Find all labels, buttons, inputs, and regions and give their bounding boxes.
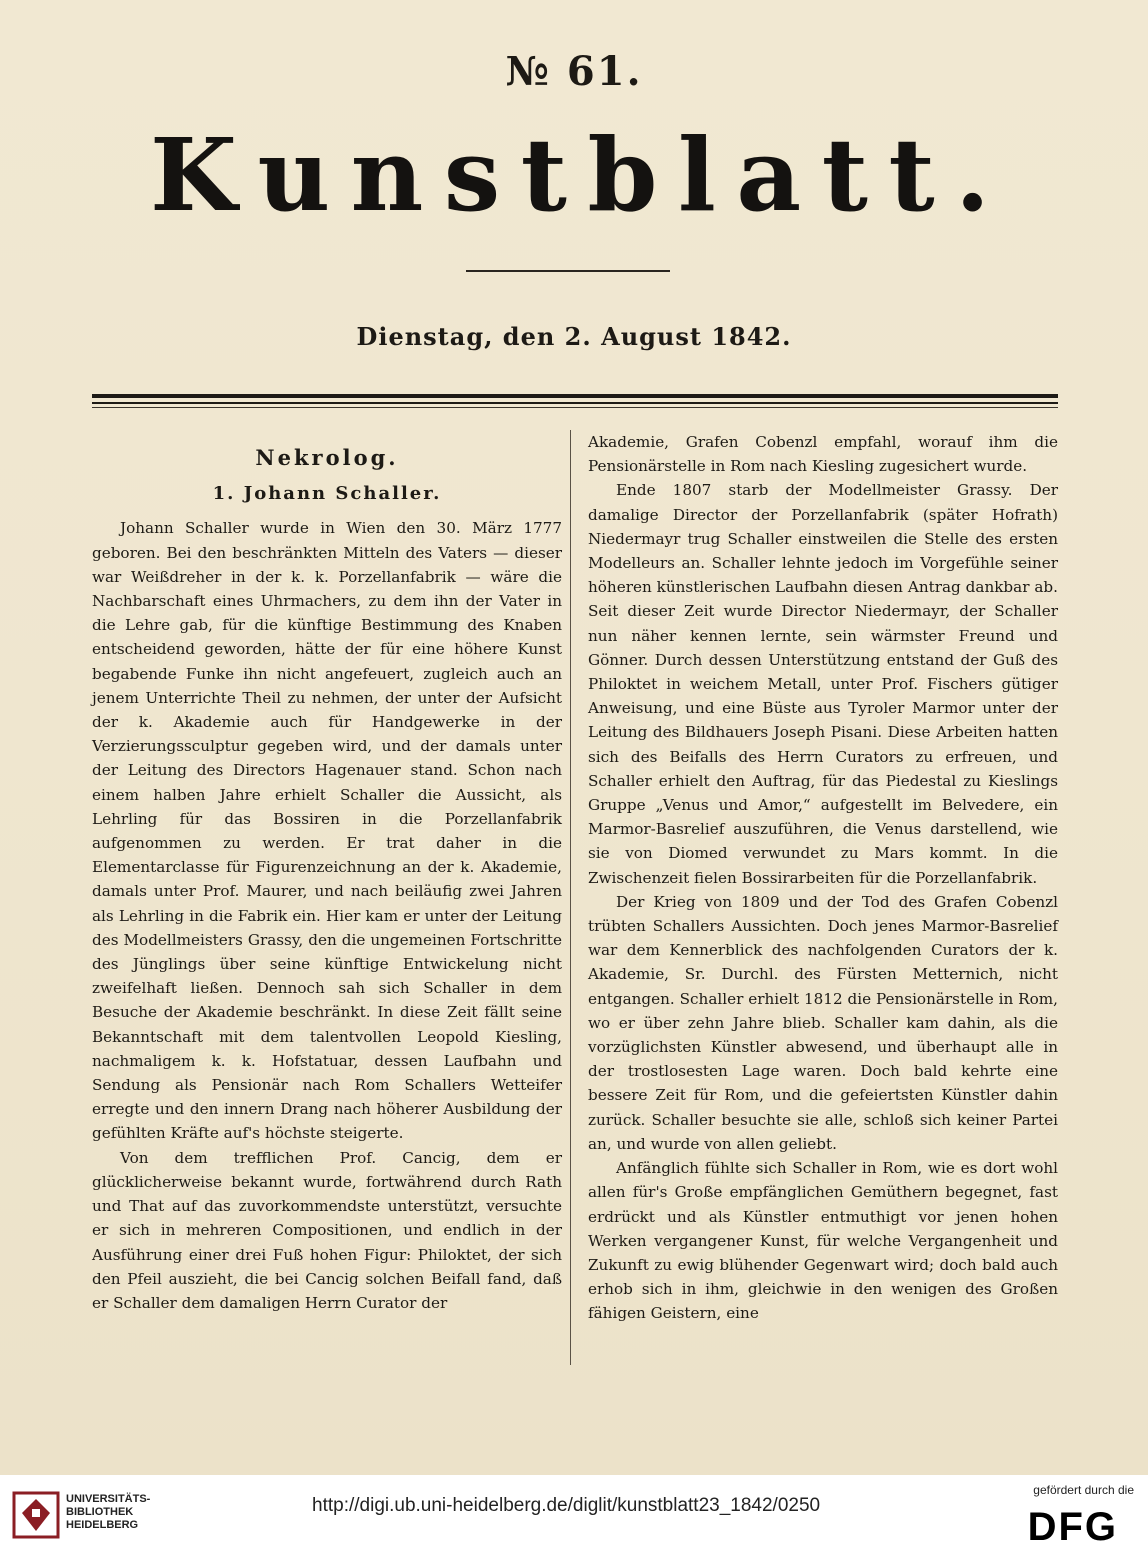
masthead-title — [150, 116, 990, 234]
section-heading: Nekrolog. — [255, 445, 399, 470]
left-column — [92, 430, 562, 1315]
right-column — [588, 430, 1058, 1326]
dfg-logo: DFG — [1027, 1505, 1118, 1549]
paragraph: Ende 1807 starb der Modellmeister Grassy. Der damalige Director der Porzellanfabrik (später Hofrath) Niedermayr trug Schaller einstweilen die Stelle des ersten Modelleurs an. Schaller lehnte jedoch im Vorgefühle seiner höheren künstlerischen Laufbahn diesen Antrag dankbar ab. Seit dieser Zeit wurde Director Niedermayr, der Schaller nun näher kennen lernte, sein wärmster Freund und Gönner. Durch dessen Unterstützung entstand der Guß des Philoktet in weichem Metall, unter Prof. Fischers gütiger Anweisung, und eine Büste aus Tyroler Marmor unter der Leitung des Bildhauers Joseph Pisani. Diese Arbeiten hatten sich des Beifalls des Herrn Curators zu erfreuen, und Schaller erhielt den Auftrag, für das Piedestal zu Kieslings Gruppe „Venus und Amor,“ aufgestellt im Belvedere, ein Marmor-Basrelief auszuführen, die Venus darstellend, wie sie von Diomed verwundet zu Mars kommt. In die Zwischenzeit fielen Bossirarbeiten für die Porzellanfabrik. — [588, 481, 1058, 887]
institution-line: HEIDELBERG — [66, 1519, 139, 1531]
paragraph: Anfänglich fühlte sich Schaller in Rom, wie es dort wohl allen für's Große empfänglichen Gemüthern begegnet, fast erdrückt und als Künstler entmuthigt vor jenen hohen Werken vergangener Kunst, für welche Vergangenheit und Zukunft zu ewig blühender Gegenwart wird; doch bald auch erhob sich in ihm, gleichwie in den wenigen des Großen fähigen Geistern, eine — [588, 1159, 1058, 1323]
header-rule — [92, 407, 1058, 408]
institution-name — [66, 1493, 176, 1532]
article-subheading: 1. Johann Schaller. — [212, 483, 442, 505]
masthead-letter: . — [955, 116, 990, 234]
header-rule — [92, 394, 1058, 398]
paragraph: Von dem trefflichen Prof. Cancig, dem er glücklicherweise bekannt wurde, fortwährend durch Rath und That auf das zuvorkommendste unterstützt, versuchte er sich in mehreren Compositionen, und endlich in der Ausführung einer drei Fuß hohen Figur: Philoktet, der sich den Pfeil auszieht, die bei Cancig solchen Beifall fand, daß er Schaller dem damaligen Herrn Curator der — [92, 1148, 562, 1312]
masthead-letter: a — [736, 116, 802, 234]
masthead-letter: l — [677, 116, 716, 234]
masthead-letter: t — [520, 116, 567, 234]
paragraph: Johann Schaller wurde in Wien den 30. März 1777 geboren. Bei den beschränkten Mitteln des Vaters — dieser war Weißdreher in der k. k. Porzellanfabrik — wäre die Nachbarschaft eines Uhrmachers, zu dem ihn der Vater in die Lehre gab, für die künftige Bestimmung des Knaben entscheidend geworden, hätte der für eine höhere Kunst begabende Funke ihn nicht angefeuert, zugleich auch an jenem Unterrichte Theil zu nehmen, der unter der Aufsicht der k. Akademie auch für Handgewerke in der Verzierungssculptur gegeben wird, und der damals unter der Leitung des Directors Hagenauer stand. Schon nach einem halben Jahre erhielt Schaller die Aussicht, als Lehrling für das Bossiren in die Porzellanfabrik aufgenommen zu werden. Er trat daher in die Elementarclasse für Figurenzeichnung an der k. Akademie, damals unter Prof. Maurer, und nach beiläufig zwei Jahren als Lehrling in die Fabrik ein. Hier kam er unter der Leitung des Modellmeisters Grassy, den die ungemeinen Fortschritte des Jünglings über seine künftige Entwickelung nicht zweifelhaft ließen. Dennoch sah sich Schaller in dem Besuche der Akademie beschränkt. In diese Zeit fällt seine Bekanntschaft mit dem talentvollen Leopold Kiesling, nachmaligem k. k. Hofstatuar, dessen Laufbahn und Sendung als Pensionär nach Rom Schallers Wetteifer erregte und den innern Drang nach höherer Ausbildung der gefühlten Kräfte auf's höchste steigerte. — [92, 519, 562, 1143]
masthead-divider — [466, 270, 670, 272]
column-divider — [570, 430, 571, 1365]
masthead-letter: u — [257, 116, 331, 234]
header-rule — [92, 402, 1058, 404]
masthead-letter: K — [150, 116, 237, 234]
page-url[interactable]: http://digi.ub.uni-heidelberg.de/diglit/kunstblatt23_1842/0250 — [312, 1495, 821, 1516]
masthead-letter: s — [443, 116, 501, 234]
university-seal-icon — [12, 1489, 60, 1541]
sponsor-label: gefördert durch die — [1033, 1483, 1134, 1497]
masthead-letter: t — [888, 116, 935, 234]
viewer-footer — [0, 1475, 1148, 1555]
institution-line: BIBLIOTHEK — [66, 1506, 134, 1518]
issue-number: № 61. — [505, 48, 643, 95]
paragraph: Der Krieg von 1809 und der Tod des Grafen Cobenzl trübten Schallers Aussichten. Doch jenes Marmor-Basrelief war dem Kennerblick des nachfolgenden Curators der k. Akademie, Sr. Durchl. des Fürsten Metternich, nicht entgangen. Schaller erhielt 1812 die Pensionärstelle in Rom, wo er über zehn Jahre blieb. Schaller kam dahin, als die vorzüglichsten Künstler abwesend, und überhaupt alle in der trostlosesten Lage waren. Doch bald kehrte eine bessere Zeit für Rom, und die gefeiertsten Künstler dahin zurück. Schaller besuchte sie alle, schloß sich keiner Partei an, und wurde von allen geliebt. — [588, 892, 1058, 1153]
paragraph: Akademie, Grafen Cobenzl empfahl, worauf ihm die Pensionärstelle in Rom nach Kiesling zugesichert wurde. — [588, 433, 1058, 476]
masthead-letter: t — [821, 116, 868, 234]
masthead-letter: b — [587, 116, 658, 234]
dateline: Dienstag, den 2. August 1842. — [356, 322, 792, 351]
masthead-letter: n — [350, 116, 424, 234]
institution-line: UNIVERSITÄTS- — [66, 1493, 151, 1505]
